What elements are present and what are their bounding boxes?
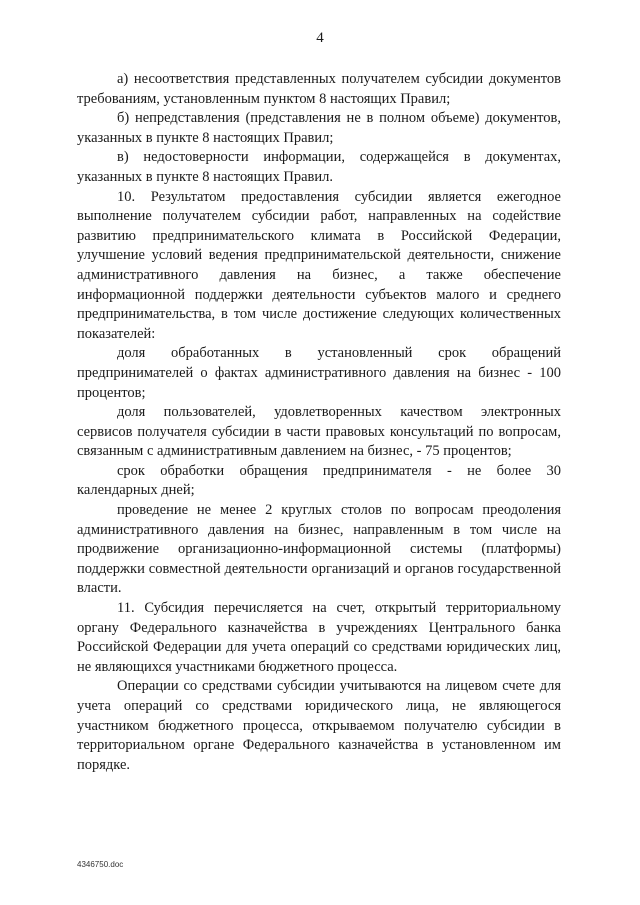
- paragraph-clause-11: 11. Субсидия перечисляется на счет, открытый территориальному органу Федерального казначейства в учреждениях Центрального банка Российской Федерации для учета операций со средствами юридических лиц, не являющихся участниками бюджетного процесса.: [77, 600, 561, 675]
- document-body: [77, 70, 561, 775]
- page-number: 4: [316, 30, 324, 46]
- paragraph-operations: Операции со средствами субсидии учитываются на лицевом счете для учета операций со средствами юридического лица, не являющегося участником бюджетного процесса, открываемом получателю субсидии в территориальном органе Федерального казначейства в установленном им порядке.: [77, 678, 561, 773]
- paragraph-indicator-1: доля обработанных в установленный срок обращений предпринимателей о фактах административного давления на бизнес - 100 процентов;: [77, 345, 561, 401]
- paragraph-item-b: б) непредставления (представления не в полном объеме) документов, указанных в пункте 8 настоящих Правил;: [77, 110, 561, 146]
- paragraph-item-v: в) недостоверности информации, содержащейся в документах, указанных в пункте 8 настоящих Правил.: [77, 149, 561, 185]
- paragraph-indicator-2: доля пользователей, удовлетворенных качеством электронных сервисов получателя субсидии в части правовых консультаций по вопросам, связанным с административным давлением на бизнес, - 75 процентов;: [77, 404, 561, 460]
- footer-file-code: 4346750.doc: [77, 860, 124, 869]
- paragraph-item-a: а) несоответствия представленных получателем субсидии документов требованиям, установленным пунктом 8 настоящих Правил;: [77, 71, 561, 107]
- paragraph-indicator-3: срок обработки обращения предпринимателя - не более 30 календарных дней;: [77, 462, 561, 499]
- paragraph-clause-10: 10. Результатом предоставления субсидии является ежегодное выполнение получателем субсидии работ, направленных на содействие развитию предпринимательского климата в Российской Федерации, улучшение условий ведения предпринимательской деятельности, снижение административного давления на бизнес, а также обеспечение информационной поддержки деятельности субъектов малого и среднего предпринимательства, в том числе достижение следующих количественных показателей:: [77, 188, 561, 342]
- paragraph-indicator-4: проведение не менее 2 круглых столов по вопросам преодоления административного давления на бизнес, направленным в том числе на продвижение организационно-информационной системы (платформы) поддержки совместной деятельности организаций и органов государственной власти.: [77, 502, 561, 597]
